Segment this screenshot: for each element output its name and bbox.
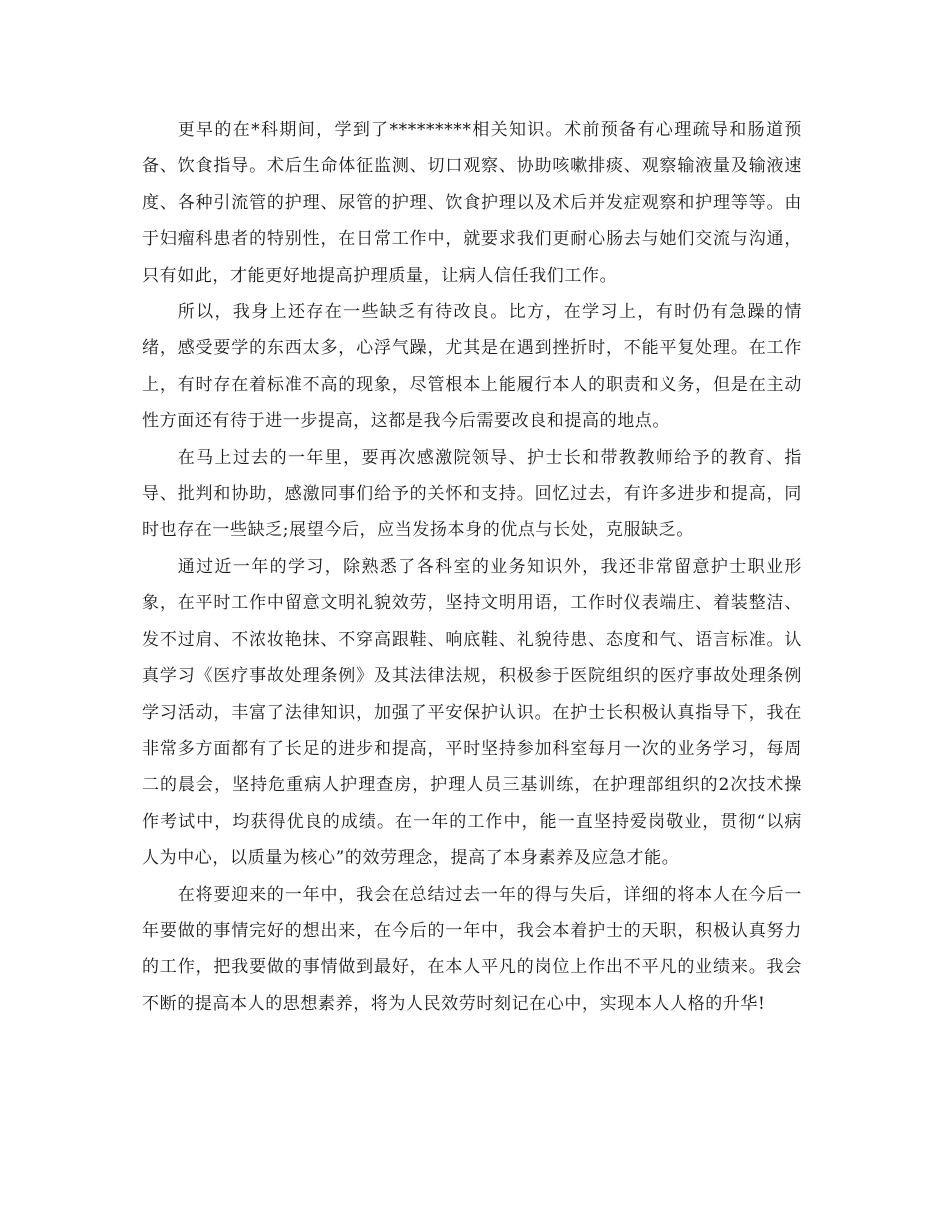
paragraph-3: 在马上过去的一年里，要再次感激院领导、护士长和带教教师给予的教育、指导、批判和协助，感激同事们给予的关怀和支持。回忆过去，有许多进步和提高，同时也存在一些缺乏;展望今后，应当发扬本身的优点与长处，克服缺乏。 <box>142 447 802 541</box>
paragraph-5: 在将要迎来的一年中，我会在总结过去一年的得与失后，详细的将本人在今后一年要做的事情完好的想出来，在今后的一年中，我会本着护士的天职，积极认真努力的工作，把我要做的事情做到最好，在本人平凡的岗位上作出不平凡的业绩来。我会不断的提高本人的思想素养，将为人民效劳时刻记在心中，实现本人人格的升华! <box>142 884 802 1014</box>
paragraph-4: 通过近一年的学习，除熟悉了各科室的业务知识外，我还非常留意护士职业形象，在平时工作中留意文明礼貌效劳，坚持文明用语，工作时仪表端庄、着装整洁、发不过肩、不浓妆艳抹、不穿高跟鞋、响底鞋、礼貌待患、态度和气、语言标准。认真学习《医疗事故处理条例》及其法律法规，积极参于医院组织的医疗事故处理条例学习活动，丰富了法律知识，加强了平安保护认识。在护士长积极认真指导下，我在非常多方面都有了长足的进步和提高，平时坚持参加科室每月一次的业务学习，每周二的晨会，坚持危重病人护理查房，护理人员三基训练，在护理部组织的2次技术操作考试中，均获得优良的成绩。在一年的工作中，能一直坚持爱岗敬业，贯彻“以病人为中心，以质量为核心”的效劳理念，提高了本身素养及应急才能。 <box>142 556 802 869</box>
document-body <box>142 112 802 1022</box>
paragraph-2: 所以，我身上还存在一些缺乏有待改良。比方，在学习上，有时仍有急躁的情绪，感受要学的东西太多，心浮气躁，尤其是在遇到挫折时，不能平复处理。在工作上，有时存在着标准不高的现象，尽管根本上能履行本人的职责和义务，但是在主动性方面还有待于进一步提高，这都是我今后需要改良和提高的地点。 <box>142 302 802 432</box>
paragraph-1: 更早的在*科期间，学到了*********相关知识。术前预备有心理疏导和肠道预备、饮食指导。术后生命体征监测、切口观察、协助咳嗽排痰、观察输液量及输液速度、各种引流管的护理、尿管的护理、饮食护理以及术后并发症观察和护理等等。由于妇瘤科患者的特别性，在日常工作中，就要求我们更耐心肠去与她们交流与沟通，只有如此，才能更好地提高护理质量，让病人信任我们工作。 <box>142 120 802 286</box>
